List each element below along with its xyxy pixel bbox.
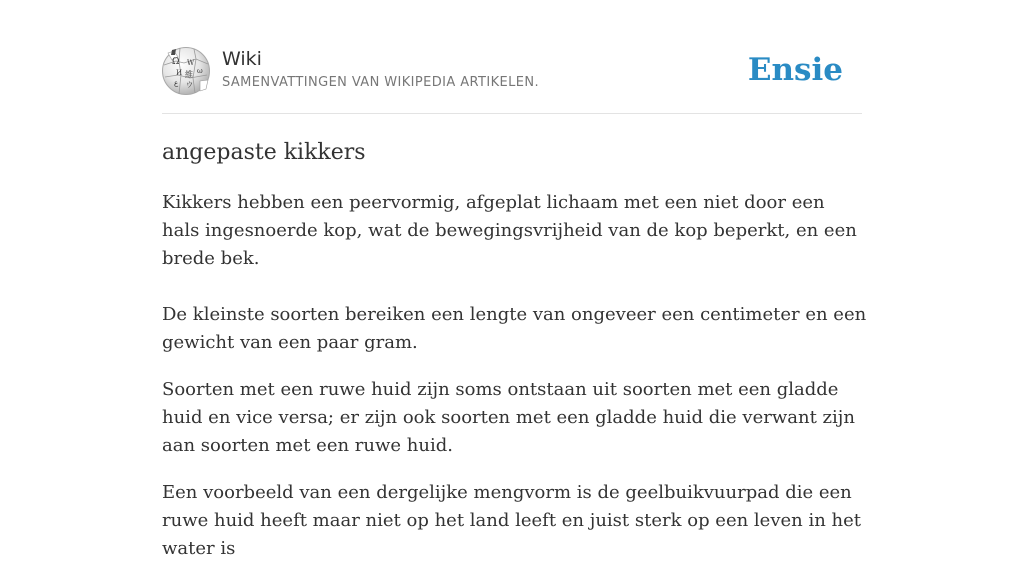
svg-text:И: И — [176, 69, 183, 77]
svg-text:ω: ω — [197, 67, 203, 75]
svg-text:ウ: ウ — [186, 81, 193, 89]
article-content — [162, 189, 867, 582]
article-paragraph: De kleinste soorten bereiken een lengte van ongeveer een centimeter en een gewicht van een paar gram. — [162, 304, 867, 353]
svg-text:Ω: Ω — [172, 57, 180, 67]
svg-text:維: 維 — [185, 70, 193, 79]
page-title: angepaste kikkers — [162, 140, 366, 165]
svg-text:ع: ع — [174, 79, 179, 87]
article-paragraph: Kikkers hebben een peervormig, afgeplat lichaam met een niet door een hals ingesnoerde kop, wat de bewegingsvrijheid van de kop beperkt, en een brede bek. — [162, 192, 857, 269]
page — [162, 0, 867, 559]
site-name[interactable]: Wiki — [222, 48, 262, 70]
svg-text:W: W — [187, 59, 195, 67]
site-header — [162, 45, 862, 114]
article-paragraph: Een voorbeeld van een dergelijke mengvorm is de geelbuikvuurpad die een ruwe huid heeft maar niet op het land leeft en juist sterk op een leven in het water is — [162, 482, 862, 559]
site-tagline: SAMENVATTINGEN VAN WIKIPEDIA ARTIKELEN. — [222, 75, 540, 90]
article-paragraph: Soorten met een ruwe huid zijn soms ontstaan uit soorten met een gladde huid en vice versa; er zijn ook soorten met een gladde huid die verwant zijn aan soorten met een ruwe huid. — [162, 379, 855, 456]
wikipedia-globe-icon[interactable] — [162, 47, 210, 95]
ensie-logo[interactable]: Ensie — [747, 52, 843, 88]
